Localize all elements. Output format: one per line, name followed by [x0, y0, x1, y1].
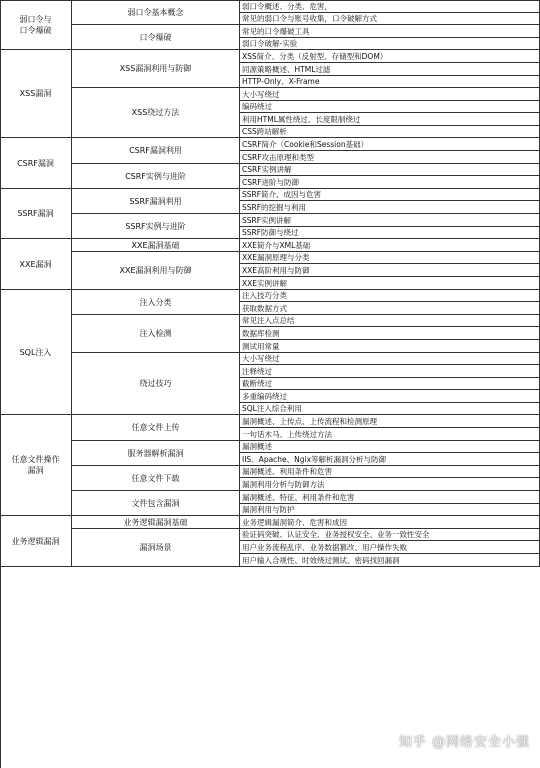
topic-item: XXE实例讲解 — [240, 277, 540, 290]
topic-item: 常见的弱口令与账号收集，口令破解方式 — [240, 13, 540, 25]
topic-item: 漏洞概述、利用条件和危害 — [240, 466, 540, 478]
topic-item: 漏洞概述、特征、利用条件和危害 — [240, 491, 540, 504]
category-cell: SQL注入 — [0, 290, 72, 415]
topic-item: CSRF进阶与防御 — [240, 176, 540, 189]
category-cell: 业务逻辑漏洞 — [0, 516, 72, 567]
topic-item: 常见注入点总结 — [240, 315, 540, 327]
subtopic-cell: XSS漏洞利用与防御 — [72, 50, 240, 88]
subtopic-cell: 任意文件上传 — [72, 415, 240, 441]
topic-item: 同源策略概述、HTML过滤 — [240, 63, 540, 76]
topic-item: 大小写绕过 — [240, 353, 540, 365]
topic-item: 获取数据方式 — [240, 302, 540, 315]
category-cell: 弱口令与 口令爆破 — [0, 0, 72, 50]
topic-item: 弱口令概述、分类、危害， — [240, 0, 540, 13]
subtopic-cell: 注入检测 — [72, 315, 240, 353]
topic-item: 编码绕过 — [240, 101, 540, 113]
topic-item: 利用HTML属性绕过、长度限制绕过 — [240, 113, 540, 126]
topic-item: 业务逻辑漏洞简介、危害和成因 — [240, 516, 540, 529]
category-cell: XXE漏洞 — [0, 239, 72, 290]
subtopic-cell: XXE漏洞利用与防御 — [72, 252, 240, 290]
category-cell: SSRF漏洞 — [0, 189, 72, 239]
subtopic-cell: 漏洞场景 — [72, 529, 240, 567]
topic-item: HTTP-Only、X-Frame — [240, 76, 540, 88]
category-cell: CSRF漏洞 — [0, 138, 72, 189]
subtopic-cell: XXE漏洞基础 — [72, 239, 240, 252]
subtopic-cell: SSRF实例与进阶 — [72, 214, 240, 239]
category-cell: XSS漏洞 — [0, 50, 72, 138]
subtopic-cell: 业务逻辑漏洞基础 — [72, 516, 240, 529]
subtopic-cell: 服务器解析漏洞 — [72, 441, 240, 466]
topic-item: 大小写绕过 — [240, 88, 540, 101]
topic-item: 用户业务流程乱序、业务数据篡改、用户操作失败 — [240, 541, 540, 554]
subtopic-cell: CSRF漏洞利用 — [72, 138, 240, 164]
subtopic-cell: XSS绕过方法 — [72, 88, 240, 138]
topic-item: 测试用常量 — [240, 340, 540, 353]
topic-item: 常见的口令爆破工具 — [240, 25, 540, 38]
subtopic-cell: 注入分类 — [72, 290, 240, 315]
topic-item: CSS跨站解析 — [240, 126, 540, 138]
topic-item: SSRF防御与绕过 — [240, 227, 540, 239]
subtopic-cell: 任意文件下载 — [72, 466, 240, 491]
topic-item: SSRF实例讲解 — [240, 214, 540, 227]
category-cell: 任意文件操作 漏洞 — [0, 415, 72, 516]
subtopic-cell: SSRF漏洞利用 — [72, 189, 240, 214]
subtopic-cell: 弱口令基本概念 — [72, 0, 240, 25]
topic-item: 漏洞利用分析与防御方法 — [240, 478, 540, 491]
topic-item: 验证码突破、认证安全、业务授权安全、业务一致性安全 — [240, 529, 540, 541]
topic-item: 一句话木马、上传绕过方法 — [240, 428, 540, 441]
topic-item: CSRF实例讲解 — [240, 164, 540, 176]
topic-item: 弱口令破解-实验 — [240, 38, 540, 50]
topic-item: 多重编码绕过 — [240, 390, 540, 403]
subtopic-cell: 绕过技巧 — [72, 353, 240, 415]
subtopic-cell: 口令爆破 — [72, 25, 240, 50]
topic-item: 用户输入合规性、时效绕过测试、密码找回漏洞 — [240, 554, 540, 567]
topic-item: 截断绕过 — [240, 378, 540, 390]
topic-item: 注入技巧分类 — [240, 290, 540, 302]
topic-item: 漏洞概述、上传点、上传流程和检测原理 — [240, 415, 540, 428]
subtopic-cell: CSRF实例与进阶 — [72, 164, 240, 189]
topic-item: SQL注入综合利用 — [240, 403, 540, 415]
topic-item: IIS、Apache、Ngix等解析漏洞分析与防御 — [240, 453, 540, 466]
topic-item: 漏洞概述 — [240, 441, 540, 453]
topic-item: 注释绕过 — [240, 365, 540, 378]
topic-item: SSRF的挖掘与利用 — [240, 201, 540, 214]
topic-item: XSS简介、分类（反射型、存储型和DOM） — [240, 50, 540, 63]
topic-item: SSRF简介、成因与危害 — [240, 189, 540, 201]
subtopic-cell: 文件包含漏洞 — [72, 491, 240, 516]
topic-item: 数据库检测 — [240, 327, 540, 340]
topic-item: CSRF简介（Cookie和Session基础） — [240, 138, 540, 151]
watermark: 知乎 @网络安全小强 — [398, 735, 530, 750]
topic-item: XXE漏洞原理与分类 — [240, 252, 540, 264]
topic-item: CSRF攻击原理和类型 — [240, 151, 540, 164]
topic-item: XXE高阶利用与防御 — [240, 264, 540, 277]
topic-item: XXE简介与XML基础 — [240, 239, 540, 252]
topic-item: 漏洞利用与防护 — [240, 504, 540, 516]
